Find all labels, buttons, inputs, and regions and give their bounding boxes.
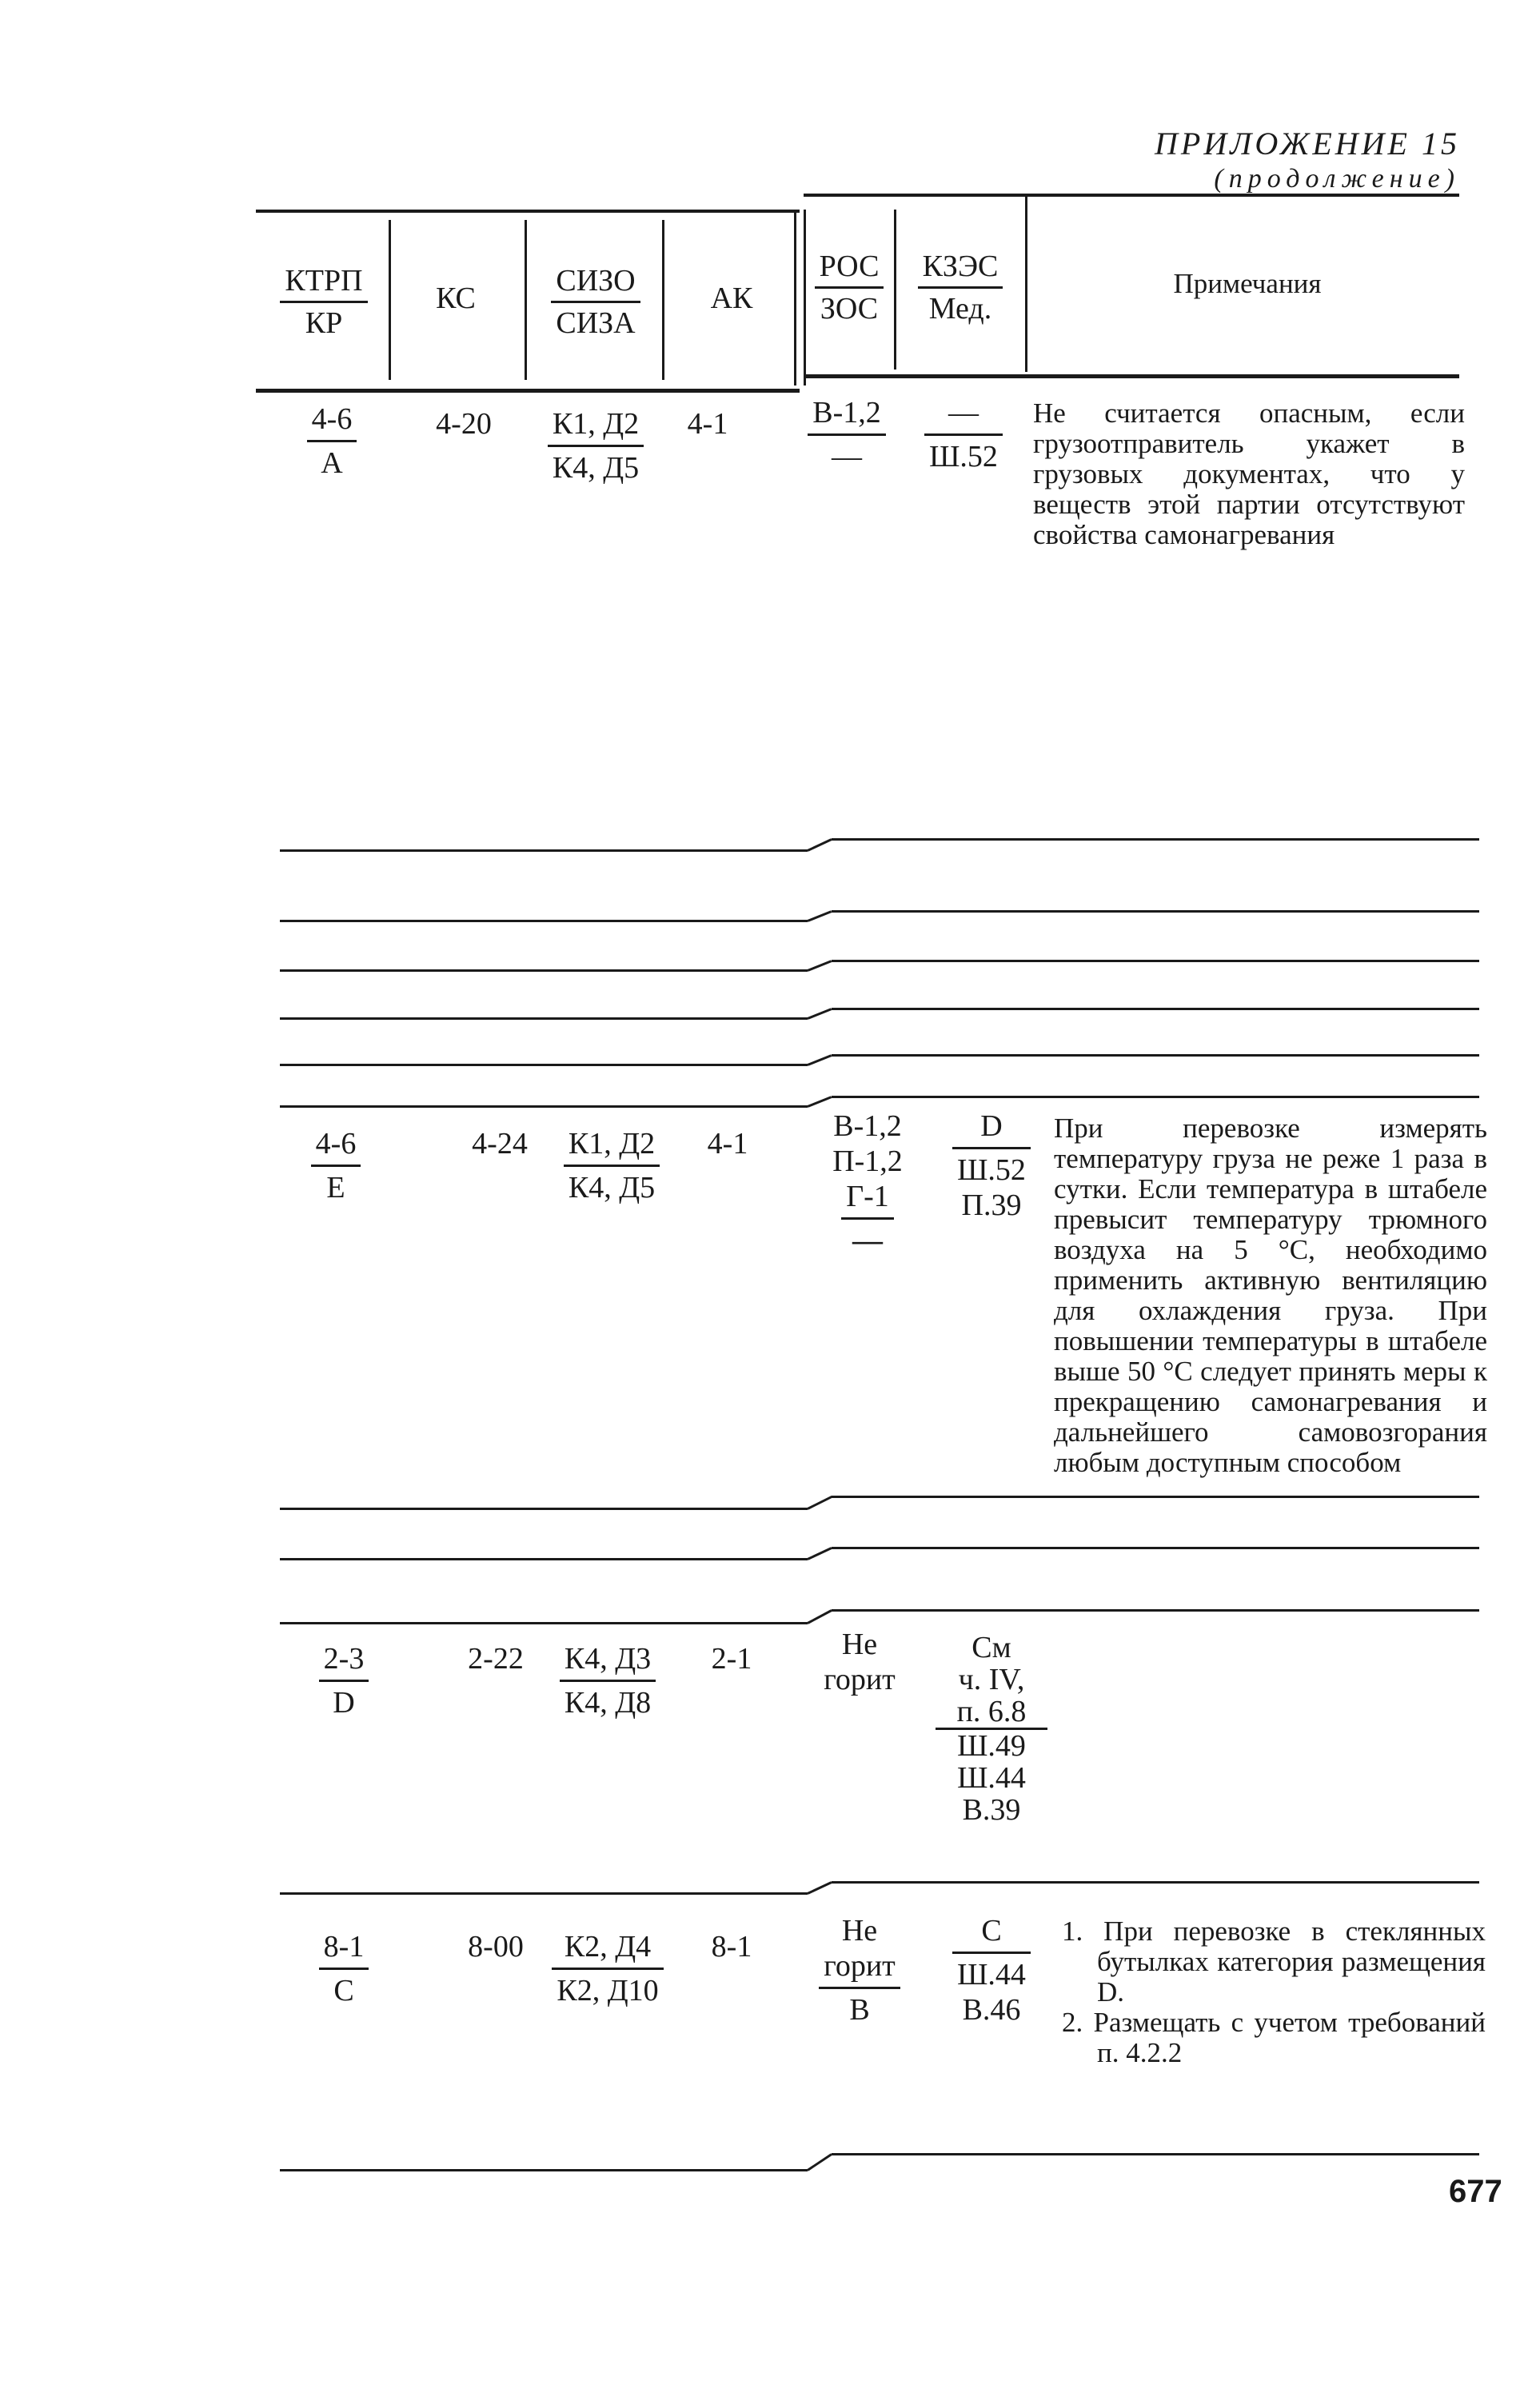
row3-ktrp: 2-3 [319, 1641, 369, 1682]
appendix-title: ПРИЛОЖЕНИЕ 15 [1155, 126, 1460, 162]
row1-med: Ш.52 [929, 440, 998, 473]
separator-rule-join [807, 1881, 832, 1895]
row2-ktrp-kr [268, 1126, 404, 1205]
row4-ktrp: 8-1 [319, 1929, 369, 1970]
separator-rule-right [832, 1547, 1479, 1549]
col-kr: КР [305, 306, 343, 340]
row3-med-2: Ш.44 [957, 1761, 1026, 1795]
row1-ktrp-kr [268, 401, 396, 481]
row4-ks: 8-00 [468, 1930, 524, 1964]
row1-ros-zos [801, 395, 892, 474]
row2-med-1: Ш.52 [957, 1153, 1026, 1187]
row1-sizo-siza [528, 406, 664, 485]
separator-rule-join [807, 1054, 832, 1066]
row3-ak: 2-1 [711, 1642, 752, 1676]
row1-ros: В-1,2 [808, 395, 886, 436]
col-kzes-med [897, 250, 1023, 326]
row4-med-2: В.46 [962, 1993, 1021, 2027]
row3-ros-2: горит [824, 1663, 896, 1696]
row1-ks: 4-20 [436, 407, 492, 441]
row3-ros [808, 1627, 912, 1697]
row4-ros-2: горит [819, 1948, 900, 1989]
col-zos: ЗОС [820, 292, 879, 326]
separator-rule-right [832, 1881, 1479, 1884]
col-sizo: СИЗО [551, 264, 640, 303]
row3-sizo-siza [536, 1641, 680, 1720]
appendix-heading [1155, 126, 1460, 197]
row2-ros-3: Г-1 [841, 1179, 894, 1220]
separator-rule-join [807, 2153, 832, 2171]
col-kzes: КЗЭС [918, 250, 1003, 289]
separator-rule-right [832, 910, 1479, 913]
separator-rule-left [280, 969, 808, 972]
row3-kzes-3: п. 6.8 [936, 1696, 1047, 1730]
row3-kzes-2: ч. IV, [958, 1663, 1025, 1696]
row2-zos: — [852, 1224, 883, 1257]
row4-ak: 8-1 [711, 1930, 752, 1964]
separator-rule-right [832, 1609, 1479, 1612]
row1-zos: — [832, 440, 862, 473]
row2-ks: 4-24 [472, 1127, 528, 1161]
col-ktrp: КТРП [280, 264, 367, 303]
separator-rule-join [807, 1496, 832, 1510]
separator-rule-join [807, 910, 832, 922]
page-number: 677 [1449, 2174, 1502, 2209]
row1-ak: 4-1 [687, 407, 728, 441]
header-bottom-rule-right [804, 374, 1459, 378]
col-med: Мед. [928, 292, 992, 326]
row2-siza: К4, Д5 [568, 1171, 656, 1204]
separator-rule-left [280, 2169, 808, 2171]
row2-note: При перевозке измерять температуру груза не реже 1 раза в сутки. Если температура в штабеле превысит температуру трюмного воздуха на 5 °С, необходимо применить активную вентиляцию для охлаждения груза. При повышении температуры в штабеле выше 50 °С следует принять меры к прекращению самонагревания и дальнейшего самовозгорания любым доступным способом [1054, 1113, 1487, 1478]
col-sep-3 [662, 220, 664, 380]
row4-kr: C [333, 1974, 354, 2007]
col-sep-2 [525, 220, 527, 380]
col-ktrp-kr [260, 264, 388, 340]
row1-kr: A [321, 446, 343, 480]
row3-med-3: В.39 [962, 1793, 1021, 1827]
row4-kzes: C [952, 1913, 1031, 1954]
separator-rule-right [832, 1008, 1479, 1010]
row1-note: Не считается опасным, если грузоотправитель укажет в грузовых документах, что у веществ этой партии отсутствуют свойства самонагревания [1033, 398, 1465, 550]
col-notes: Примечания [1173, 268, 1322, 299]
separator-rule-join [807, 1096, 832, 1108]
row2-ros-1: В-1,2 [833, 1109, 902, 1143]
col-sep-4 [794, 210, 796, 386]
col-sep-1 [389, 220, 391, 380]
row3-ks: 2-22 [468, 1642, 524, 1676]
row4-sizo-siza [536, 1929, 680, 2008]
row3-med-1: Ш.49 [957, 1729, 1026, 1763]
separator-rule-left [280, 1892, 808, 1895]
row4-ros-zos [808, 1913, 912, 2027]
col-siza: СИЗА [556, 306, 636, 340]
row4-sizo: К2, Д4 [552, 1929, 663, 1970]
row2-sizo: К1, Д2 [564, 1126, 660, 1167]
row2-kzes-med [932, 1109, 1051, 1223]
row3-ktrp-kr [276, 1641, 412, 1720]
row4-notes [1062, 1916, 1486, 2068]
row4-zos: B [849, 1993, 870, 2027]
separator-rule-left [280, 1508, 808, 1510]
separator-rule-left [280, 1105, 808, 1108]
row4-ros-1: Не [841, 1914, 878, 1948]
header-bottom-rule-left [256, 389, 800, 393]
separator-rule-join [807, 1008, 832, 1020]
appendix-subtitle: (продолжение) [1214, 164, 1460, 194]
col-ks: КС [436, 282, 476, 315]
separator-rule-join [807, 960, 832, 972]
row4-kzes-med [932, 1913, 1051, 2027]
separator-rule-left [280, 1017, 808, 1020]
separator-rule-left [280, 1064, 808, 1066]
separator-rule-left [280, 1558, 808, 1560]
row2-kzes: D [952, 1109, 1031, 1149]
separator-rule-right [832, 960, 1479, 962]
separator-rule-right [832, 1496, 1479, 1498]
separator-rule-join [807, 1609, 832, 1624]
row4-note-2: 2. Размещать с учетом требований п. 4.2.2 [1062, 2007, 1486, 2068]
separator-rule-right [832, 838, 1479, 841]
row2-ktrp: 4-6 [311, 1126, 361, 1167]
col-ak: АК [710, 282, 753, 315]
separator-rule-join [807, 1547, 832, 1560]
row1-sizo: К1, Д2 [548, 406, 644, 447]
row3-ros-1: Не [841, 1628, 878, 1661]
row1-kzes-med [900, 395, 1027, 474]
separator-rule-right [832, 2153, 1479, 2155]
col-sep-7 [1025, 196, 1027, 372]
separator-rule-left [280, 1622, 808, 1624]
row2-med-2: П.39 [961, 1189, 1022, 1222]
row3-kr: D [333, 1686, 355, 1720]
col-sizo-siza [532, 264, 660, 340]
col-sep-6 [894, 210, 896, 370]
separator-rule-left [280, 920, 808, 922]
row1-kzes: — [924, 395, 1003, 436]
row3-sizo: К4, Д3 [560, 1641, 656, 1682]
separator-rule-right [832, 1096, 1479, 1098]
row2-kr: E [326, 1171, 345, 1204]
row2-ros-zos [824, 1109, 912, 1258]
row3-siza: К4, Д8 [564, 1686, 652, 1720]
row1-ktrp: 4-6 [307, 401, 357, 442]
row4-siza: К2, Д10 [557, 1974, 659, 2007]
col-ros: РОС [815, 250, 884, 289]
row2-sizo-siza [544, 1126, 680, 1205]
separator-rule-right [832, 1054, 1479, 1057]
row2-ak: 4-1 [707, 1127, 748, 1161]
col-ros-zos [806, 250, 892, 326]
row3-kzes-1: См [971, 1631, 1011, 1664]
row4-med-1: Ш.44 [957, 1958, 1026, 1992]
table-top-rule-left [256, 210, 800, 213]
table-top-rule-right [804, 194, 1459, 197]
row1-siza: К4, Д5 [552, 451, 640, 485]
row3-kzes-med [936, 1632, 1047, 1826]
separator-rule-join [807, 838, 832, 852]
row4-ktrp-kr [276, 1929, 412, 2008]
row4-note-1: 1. При перевозке в стеклянных бутылках категория размещения D. [1062, 1916, 1486, 2007]
row2-ros-2: П-1,2 [832, 1145, 903, 1178]
separator-rule-left [280, 849, 808, 852]
